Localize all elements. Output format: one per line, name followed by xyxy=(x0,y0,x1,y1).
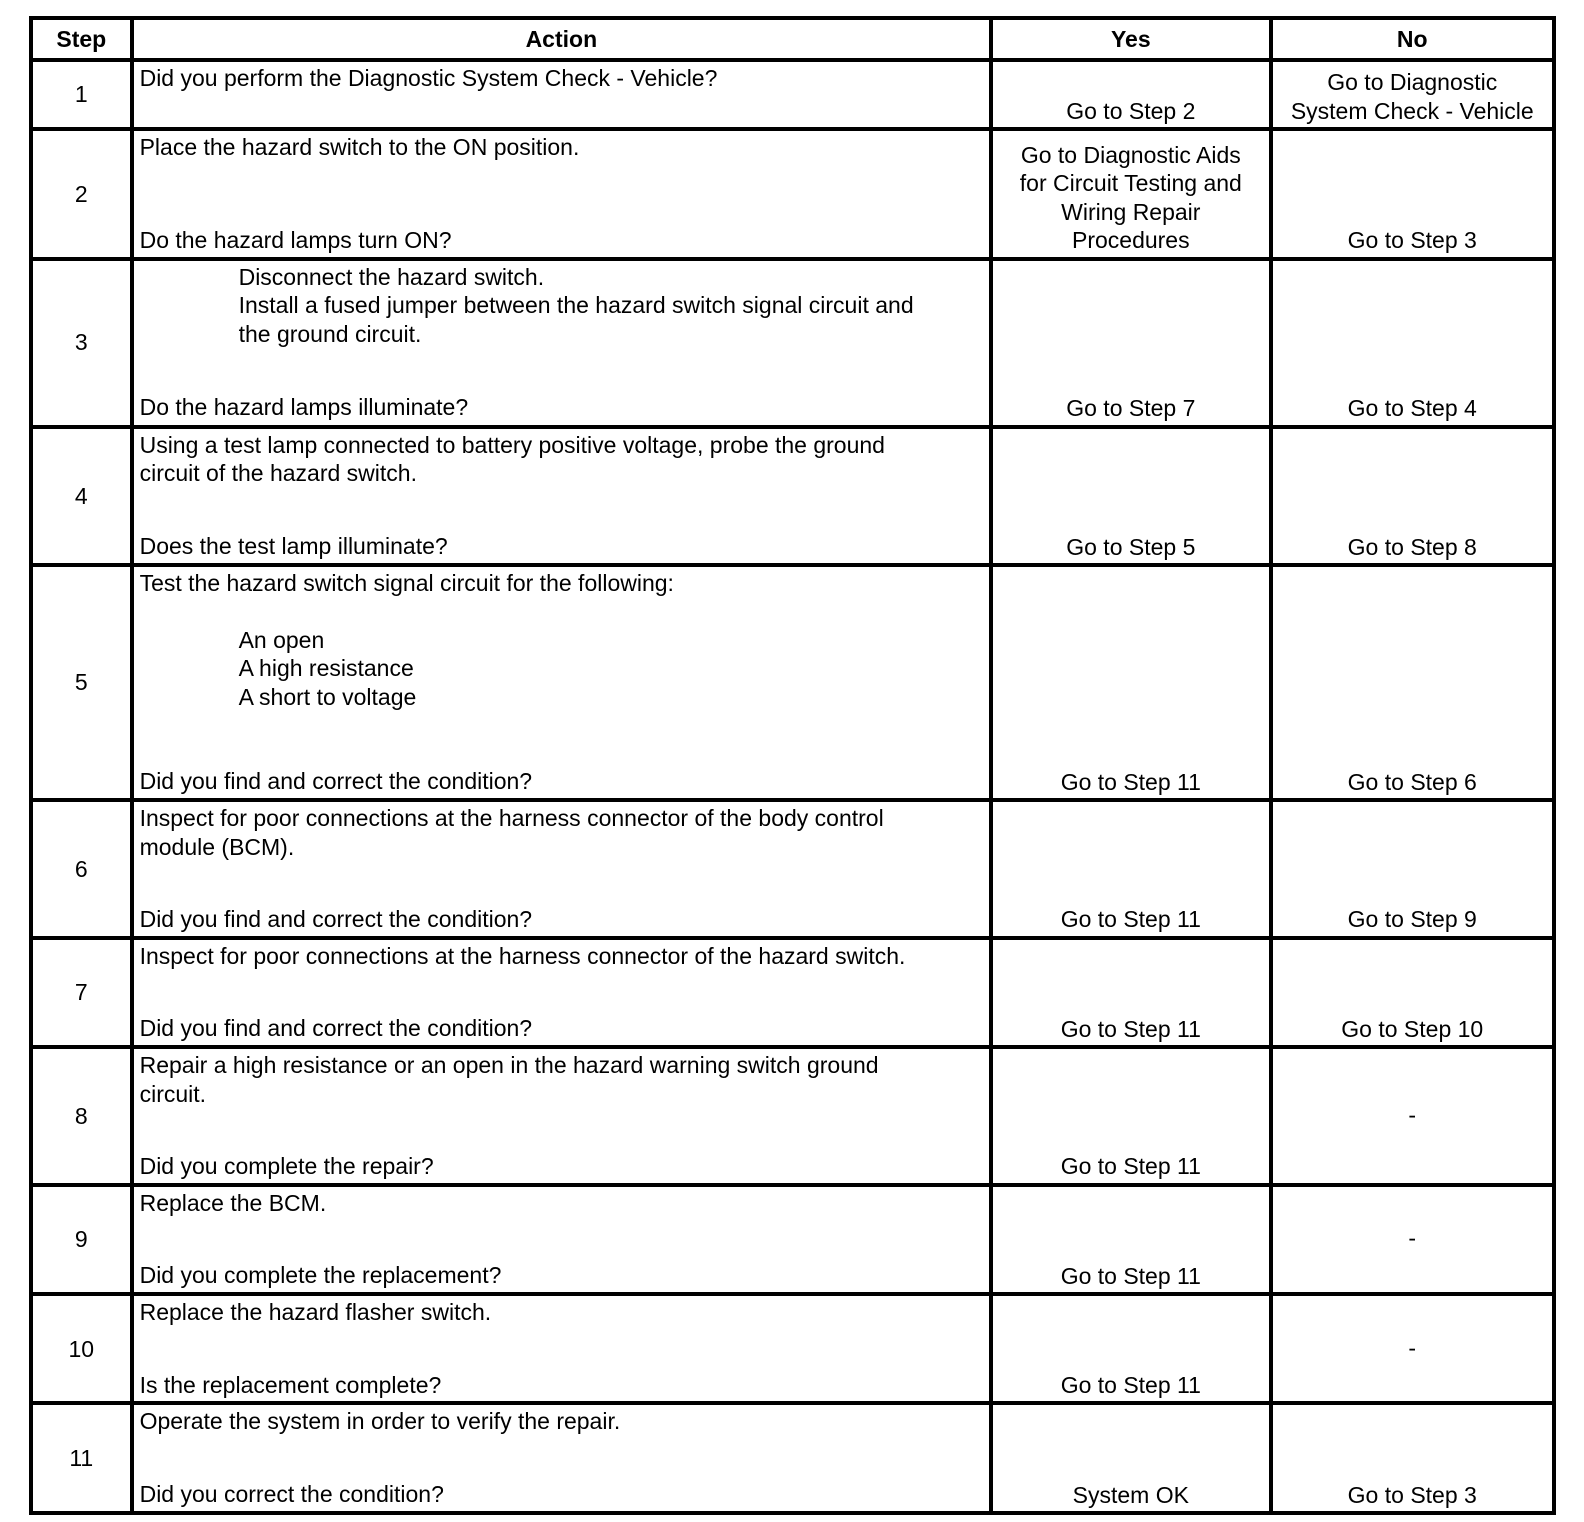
no-result: Go to Step 8 xyxy=(1347,533,1477,560)
no-result: Go to Step 9 xyxy=(1347,906,1477,933)
action-instruction: Repair a high resistance or an open in the hazard warning switch ground xyxy=(139,1052,879,1079)
yes-cell xyxy=(991,800,1270,938)
yes-cell xyxy=(991,1185,1270,1294)
step-number: 7 xyxy=(31,938,132,1047)
yes-result: for Circuit Testing and xyxy=(1019,170,1242,197)
action-instruction: Inspect for poor connections at the harness connector of the hazard switch. xyxy=(139,942,906,969)
action-cell xyxy=(132,60,992,129)
action-instruction: An open xyxy=(238,626,325,653)
no-cell xyxy=(1271,60,1555,129)
action-question: Does the test lamp illuminate? xyxy=(139,533,448,559)
action-cell xyxy=(132,259,992,427)
action-question: Did you complete the replacement? xyxy=(139,1262,502,1289)
header-yes: Yes xyxy=(991,18,1270,60)
step-number: 1 xyxy=(31,60,132,129)
no-cell xyxy=(1271,1403,1555,1513)
action-instruction: module (BCM). xyxy=(139,833,295,860)
yes-cell xyxy=(991,259,1270,427)
action-question: Do the hazard lamps illuminate? xyxy=(139,394,469,421)
no-result: Go to Step 10 xyxy=(1341,1015,1484,1042)
action-question: Did you complete the repair? xyxy=(139,1152,434,1179)
yes-result: Go to Step 11 xyxy=(1060,768,1201,795)
yes-result: Go to Step 7 xyxy=(1066,395,1196,421)
table-row xyxy=(31,1047,1554,1185)
action-question: Did you find and correct the condition? xyxy=(139,905,533,932)
action-instruction: Install a fused jumper between the hazard switch signal circuit and xyxy=(238,292,914,319)
yes-result: Go to Step 11 xyxy=(1060,1262,1201,1289)
step-number: 8 xyxy=(31,1047,132,1185)
yes-result: Go to Step 11 xyxy=(1060,1015,1201,1042)
action-instruction: A short to voltage xyxy=(238,683,417,710)
action-question: Do the hazard lamps turn ON? xyxy=(139,226,452,253)
diagnostic-table xyxy=(29,16,1556,1515)
action-instruction: Disconnect the hazard switch. xyxy=(238,263,545,290)
header-row xyxy=(31,18,1554,60)
no-cell xyxy=(1271,129,1555,259)
yes-result: Go to Step 2 xyxy=(1066,97,1196,124)
yes-cell xyxy=(991,1294,1270,1403)
table-row xyxy=(31,938,1554,1047)
action-question: Is the replacement complete? xyxy=(139,1371,442,1398)
no-cell xyxy=(1271,1185,1555,1294)
no-result: Go to Step 3 xyxy=(1347,1481,1477,1508)
action-instruction: circuit. xyxy=(139,1080,207,1107)
no-result: - xyxy=(1408,1225,1417,1252)
step-number: 5 xyxy=(31,565,132,800)
action-cell xyxy=(132,1403,992,1513)
action-question: Did you find and correct the condition? xyxy=(139,767,533,794)
table-row xyxy=(31,1403,1554,1513)
step-number: 11 xyxy=(31,1403,132,1513)
yes-cell xyxy=(991,1403,1270,1513)
yes-result: Procedures xyxy=(1071,227,1190,254)
yes-result: Go to Step 11 xyxy=(1060,1153,1201,1180)
action-cell xyxy=(132,1185,992,1294)
no-result: Go to Step 4 xyxy=(1347,395,1477,421)
no-cell xyxy=(1271,1047,1555,1185)
action-cell xyxy=(132,800,992,938)
table-row xyxy=(31,800,1554,938)
step-number: 10 xyxy=(31,1294,132,1403)
action-instruction: Replace the hazard flasher switch. xyxy=(139,1299,492,1326)
step-number: 4 xyxy=(31,427,132,566)
action-cell xyxy=(132,427,992,566)
no-cell xyxy=(1271,938,1555,1047)
no-result: Go to Diagnostic xyxy=(1327,69,1498,96)
header-no: No xyxy=(1271,18,1555,60)
action-instruction: Using a test lamp connected to battery positive voltage, probe the ground xyxy=(139,431,885,458)
table-row xyxy=(31,1294,1554,1403)
action-instruction: circuit of the hazard switch. xyxy=(139,460,417,486)
action-question: Did you find and correct the condition? xyxy=(139,1015,533,1042)
yes-result: Go to Step 11 xyxy=(1060,906,1201,933)
table-row xyxy=(31,129,1554,259)
yes-result: Go to Step 5 xyxy=(1066,533,1196,560)
action-instruction: Replace the BCM. xyxy=(139,1189,327,1216)
no-cell xyxy=(1271,427,1555,566)
no-cell xyxy=(1271,800,1555,938)
no-cell xyxy=(1271,259,1555,427)
action-instruction: Inspect for poor connections at the harness connector of the body control xyxy=(139,805,884,832)
action-instruction: A high resistance xyxy=(238,655,414,682)
action-cell xyxy=(132,565,992,800)
yes-cell xyxy=(991,129,1270,259)
action-question: Did you perform the Diagnostic System Check - Vehicle? xyxy=(139,65,718,91)
action-cell xyxy=(132,1047,992,1185)
step-number: 2 xyxy=(31,129,132,259)
step-number: 3 xyxy=(31,259,132,427)
action-cell xyxy=(132,938,992,1047)
action-instruction: Place the hazard switch to the ON position. xyxy=(139,134,580,161)
yes-result: Go to Step 11 xyxy=(1060,1371,1201,1398)
no-result: System Check - Vehicle xyxy=(1290,97,1534,124)
no-result: Go to Step 3 xyxy=(1347,227,1477,254)
yes-cell xyxy=(991,60,1270,129)
action-instruction: Operate the system in order to verify the repair. xyxy=(139,1408,621,1435)
action-instruction: the ground circuit. xyxy=(238,320,422,347)
yes-result: System OK xyxy=(1072,1481,1189,1508)
yes-result: Wiring Repair xyxy=(1061,198,1201,225)
yes-cell xyxy=(991,427,1270,566)
table-row xyxy=(31,565,1554,800)
yes-cell xyxy=(991,938,1270,1047)
header-step: Step xyxy=(31,18,132,60)
table-row xyxy=(31,259,1554,427)
action-cell xyxy=(132,1294,992,1403)
yes-cell xyxy=(991,1047,1270,1185)
no-cell xyxy=(1271,1294,1555,1403)
no-result: - xyxy=(1408,1101,1417,1128)
no-result: Go to Step 6 xyxy=(1347,768,1477,795)
step-number: 6 xyxy=(31,800,132,938)
action-cell xyxy=(132,129,992,259)
yes-cell xyxy=(991,565,1270,800)
no-result: - xyxy=(1408,1334,1417,1361)
table-row xyxy=(31,427,1554,566)
no-cell xyxy=(1271,565,1555,800)
header-action: Action xyxy=(132,18,992,60)
action-instruction: Test the hazard switch signal circuit for the following: xyxy=(139,570,674,597)
yes-result: Go to Diagnostic Aids xyxy=(1020,141,1241,168)
table-row xyxy=(31,1185,1554,1294)
action-question: Did you correct the condition? xyxy=(139,1480,444,1507)
table-row xyxy=(31,60,1554,129)
step-number: 9 xyxy=(31,1185,132,1294)
